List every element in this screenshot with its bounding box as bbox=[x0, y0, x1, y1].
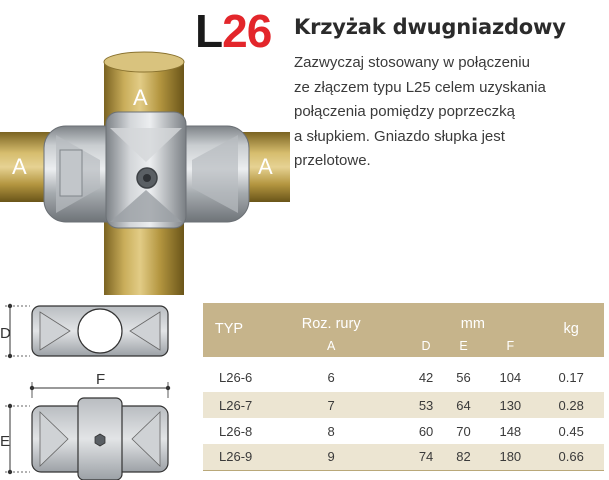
col-typ: TYP bbox=[203, 303, 255, 360]
cell-a: 8 bbox=[255, 418, 407, 444]
cell-f: 130 bbox=[482, 392, 538, 418]
table-row bbox=[203, 418, 604, 444]
cell-typ: L26-6 bbox=[203, 360, 255, 392]
spec-table bbox=[203, 303, 604, 471]
table-row bbox=[203, 444, 604, 470]
col-f: F bbox=[482, 334, 538, 360]
col-a: A bbox=[255, 334, 407, 360]
cell-e: 70 bbox=[445, 418, 482, 444]
product-description bbox=[294, 51, 604, 174]
cell-a: 7 bbox=[255, 392, 407, 418]
col-e: E bbox=[445, 334, 482, 360]
product-code-number: 26 bbox=[222, 5, 272, 57]
description-line: ze złączem typu L25 celem uzyskania bbox=[294, 78, 546, 96]
technical-drawings bbox=[0, 298, 200, 480]
cell-typ: L26-9 bbox=[203, 444, 255, 470]
cell-d: 53 bbox=[407, 392, 444, 418]
cell-f: 148 bbox=[482, 418, 538, 444]
cell-typ: L26-7 bbox=[203, 392, 255, 418]
dim-f-label: F bbox=[96, 371, 106, 388]
table-row bbox=[203, 392, 604, 418]
description-line: a słupkiem. Gniazdo słupka jest bbox=[294, 127, 505, 145]
cell-e: 56 bbox=[445, 360, 482, 392]
product-code-letter: L bbox=[195, 5, 223, 57]
cell-typ: L26-8 bbox=[203, 418, 255, 444]
col-mm: mm bbox=[407, 303, 538, 334]
col-roz-rury: Roz. rury bbox=[255, 303, 407, 334]
cell-f: 104 bbox=[482, 360, 538, 392]
cell-e: 64 bbox=[445, 392, 482, 418]
dim-e-label: E bbox=[0, 433, 11, 450]
cell-d: 42 bbox=[407, 360, 444, 392]
cell-a: 6 bbox=[255, 360, 407, 392]
dim-d-label: D bbox=[0, 325, 11, 342]
cell-d: 60 bbox=[407, 418, 444, 444]
cell-kg: 0.28 bbox=[538, 392, 604, 418]
label-a-left: A bbox=[12, 154, 27, 179]
description-line: Zazwyczaj stosowany w połączeniu bbox=[294, 54, 530, 71]
cell-e: 82 bbox=[445, 444, 482, 470]
cell-f: 180 bbox=[482, 444, 538, 470]
product-title: Krzyżak dwugniazdowy bbox=[294, 15, 566, 39]
description-line: połączenia pomiędzy poprzeczką bbox=[294, 103, 515, 120]
cell-d: 74 bbox=[407, 444, 444, 470]
cell-a: 9 bbox=[255, 444, 407, 470]
cell-kg: 0.45 bbox=[538, 418, 604, 444]
table-header-row bbox=[203, 303, 604, 334]
description-line: przelotowe. bbox=[294, 152, 371, 169]
col-d: D bbox=[407, 334, 444, 360]
dimension-f bbox=[30, 371, 170, 398]
fitting-body bbox=[44, 112, 249, 228]
label-a-top: A bbox=[133, 85, 148, 110]
col-kg: kg bbox=[538, 303, 604, 360]
product-code bbox=[195, 5, 272, 57]
table-row bbox=[203, 360, 604, 392]
label-a-right: A bbox=[258, 154, 273, 179]
cell-kg: 0.66 bbox=[538, 444, 604, 470]
drawing-top-view bbox=[0, 304, 168, 358]
drawing-front-view bbox=[0, 398, 168, 480]
cell-kg: 0.17 bbox=[538, 360, 604, 392]
